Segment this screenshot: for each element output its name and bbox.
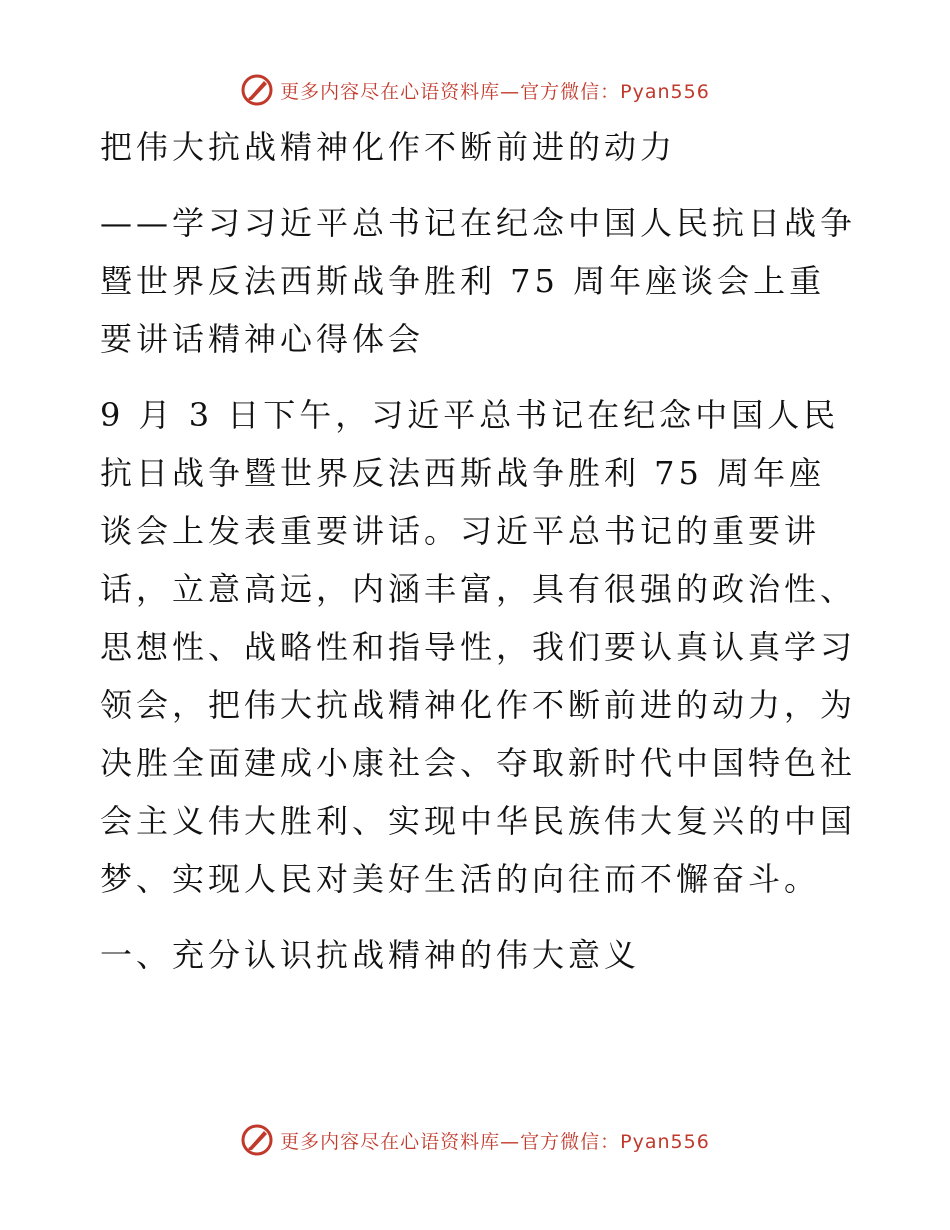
watermark-text: 更多内容尽在心语资料库—官方微信：Pyan556 xyxy=(280,80,710,103)
section-heading: 一、充分认识抗战精神的伟大意义 xyxy=(100,936,641,974)
document-body xyxy=(100,118,860,984)
quill-logo-icon xyxy=(240,1123,274,1157)
quill-logo-icon xyxy=(240,73,274,107)
watermark-text: 更多内容尽在心语资料库—官方微信：Pyan556 xyxy=(280,1130,710,1153)
document-subtitle: ——学习习近平总书记在纪念中国人民抗日战争暨世界反法西斯战争胜利 75 周年座谈会上重要讲话精神心得体会 xyxy=(100,204,857,358)
header-watermark xyxy=(0,70,950,110)
document-title: 把伟大抗战精神化作不断前进的动力 xyxy=(100,128,677,166)
body-paragraph: 9 月 3 日下午，习近平总书记在纪念中国人民抗日战争暨世界反法西斯战争胜利 75 周年座谈会上发表重要讲话。习近平总书记的重要讲话，立意高远，内涵丰富，具有很强的政治性、思想性、战略性和指导性，我们要认真认真学习领会，把伟大抗战精神化作不断前进的动力，为决胜全面建成小康社会、夺取新时代中国特色社会主义伟大胜利、实现中华民族伟大复兴的中国梦、实现人民对美好生活的向往而不懈奋斗。 xyxy=(100,396,857,898)
footer-watermark xyxy=(0,1120,950,1160)
